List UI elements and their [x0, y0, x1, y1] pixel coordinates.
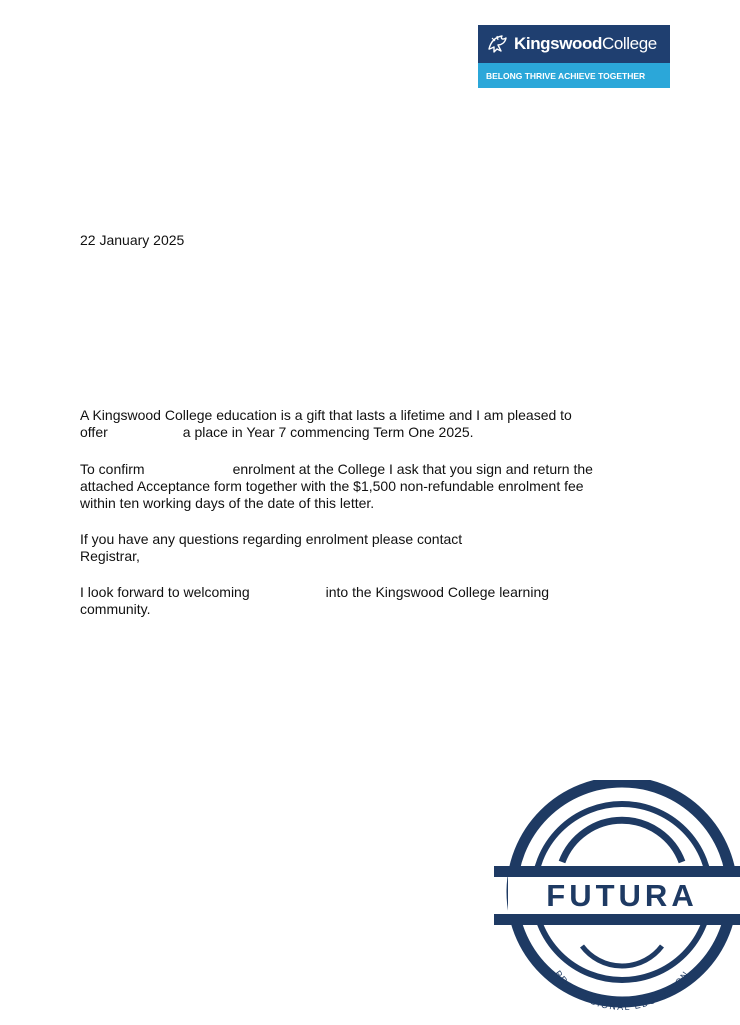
paragraph-welcome	[80, 584, 549, 618]
logo-name-bold: Kingswood	[514, 34, 602, 53]
p4-line1-end: into the Kingswood College learning	[325, 584, 550, 600]
logo-banner	[478, 25, 670, 63]
seal-subtitle-arc	[553, 969, 691, 1012]
p2-line2: attached Acceptance form together with the $1,500 non-refundable enrolment fee	[80, 478, 584, 494]
seal-lower-arc	[582, 946, 662, 966]
p2-line3: within ten working days of the date of this letter.	[80, 495, 375, 511]
p2-line1	[80, 461, 593, 478]
p1-line2-start: offer	[80, 424, 108, 440]
college-logo	[478, 25, 670, 88]
seal-title: FUTURA	[546, 878, 698, 913]
seal-band-top	[494, 866, 740, 877]
seal-upper-arc	[562, 820, 682, 862]
logo-tagline: BELONG THRIVE ACHIEVE TOGETHER	[478, 63, 670, 88]
logo-name-light: College	[602, 34, 657, 53]
letter-date: 22 January 2025	[80, 232, 185, 248]
p1-line2-end: a place in Year 7 commencing Term One 2025.	[182, 424, 474, 440]
dragon-crest-icon	[486, 32, 510, 56]
seal-graphic	[488, 780, 740, 1020]
p1-line1: A Kingswood College education is a gift that lasts a lifetime and I am pleased to	[80, 407, 572, 423]
p1-line2	[80, 424, 572, 441]
p3-line2: Registrar,	[80, 548, 140, 564]
p4-line1-start: I look forward to welcoming	[80, 584, 250, 600]
p3-line1: If you have any questions regarding enrolment please contact	[80, 531, 463, 547]
paragraph-confirm	[80, 461, 593, 512]
p4-line1	[80, 584, 549, 601]
seal-subtitle: PROFESSIONAL EDUCATION	[552, 968, 692, 1013]
p2-line1-end: enrolment at the College I ask that you sign and return the	[232, 461, 593, 477]
logo-wordmark	[514, 34, 657, 54]
paragraph-offer	[80, 407, 572, 441]
paragraph-questions	[80, 531, 462, 565]
futura-seal	[488, 780, 740, 1013]
p2-line1-start: To confirm	[80, 461, 145, 477]
seal-band-bottom	[494, 914, 740, 925]
p4-line2: community.	[80, 601, 151, 617]
